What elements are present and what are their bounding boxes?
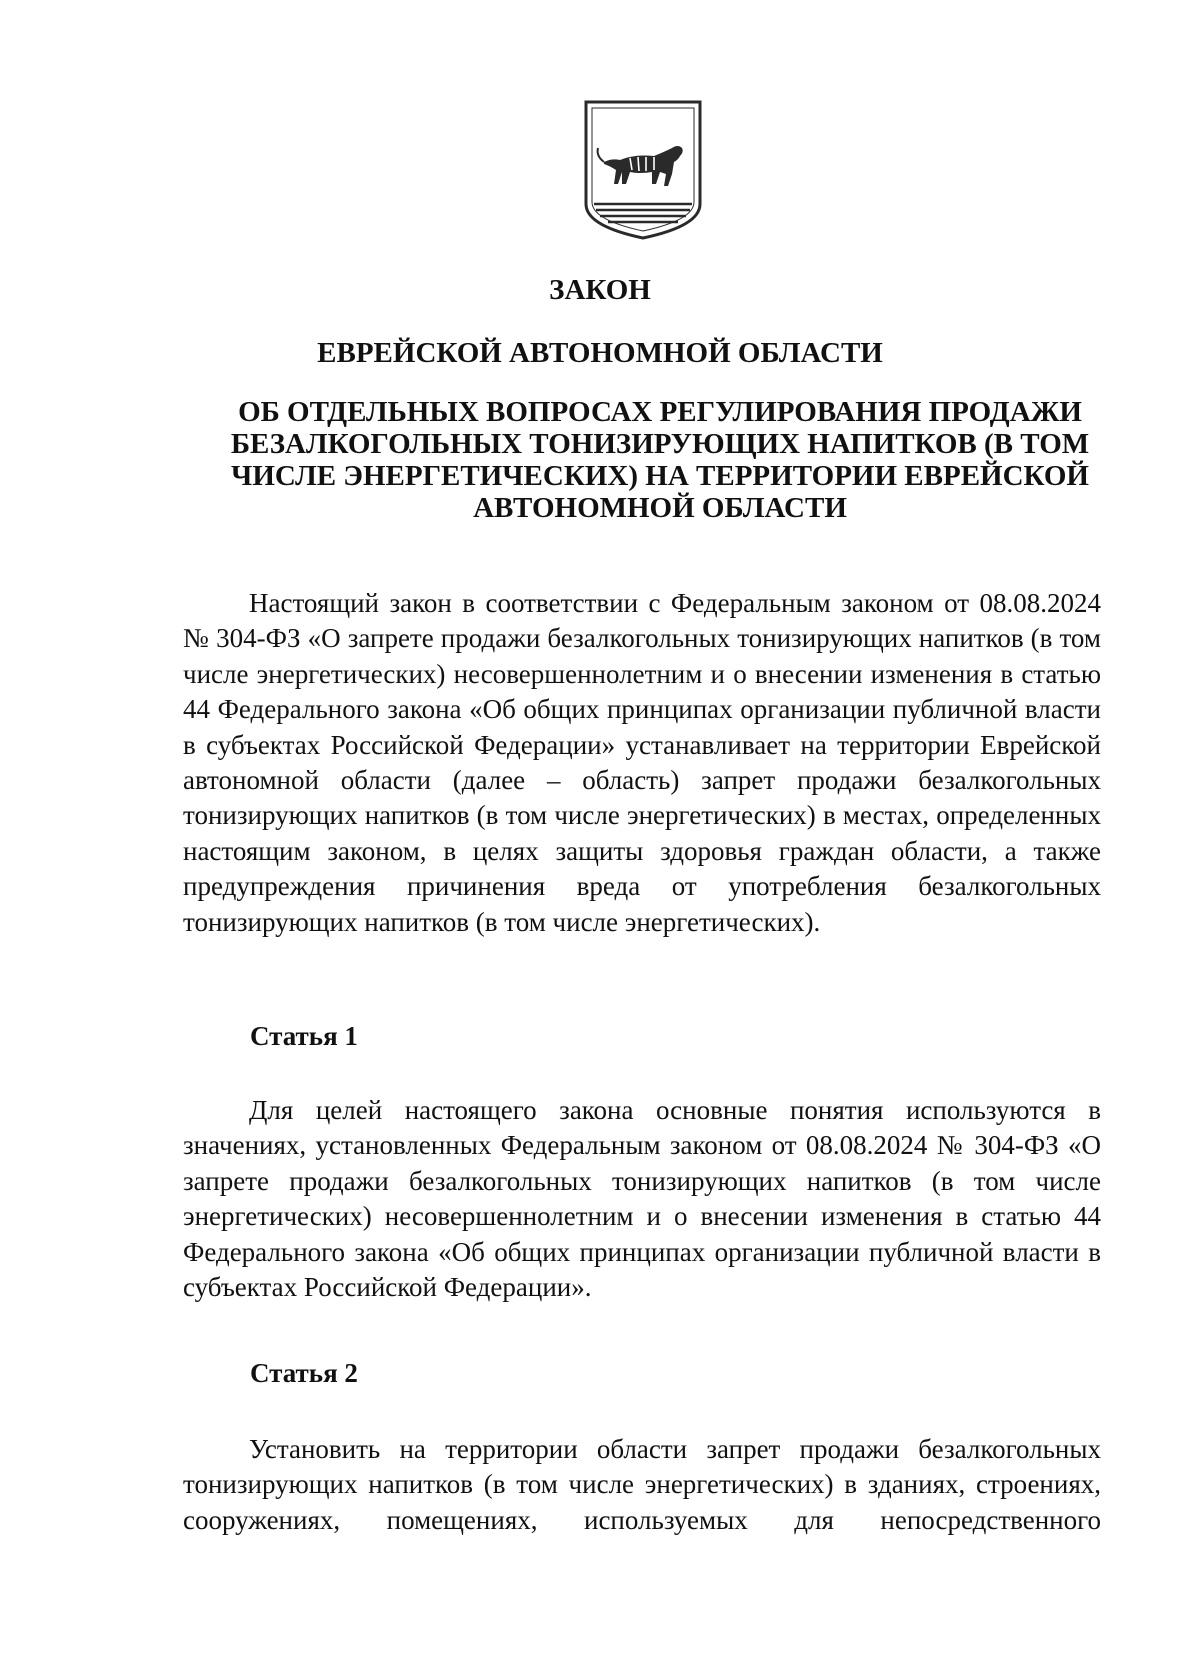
article-1-text: Для целей настоящего закона основные понятия используются в значениях, установленных Федеральным законом от 08.08.2024 № 304-ФЗ «О запрете продажи безалкогольных тонизирующих напитков (в том числе энергетических) несовершеннолетним и о внесении изменения в статью 44 Федерального закона «Об общих принципах организации публичной власти в субъектах Российской Федерации». [183, 1095, 1101, 1303]
document-region: ЕВРЕЙСКОЙ АВТОНОМНОЙ ОБЛАСТИ [317, 337, 883, 369]
document-title: ЗАКОН [549, 274, 651, 306]
coat-of-arms-emblem [582, 100, 704, 240]
intro-paragraph: Настоящий закон в соответствии с Федеральным законом от 08.08.2024 № 304-ФЗ «О запрете продажи безалкогольных тонизирующих напитков (в том числе энергетических) несовершеннолетним и о внесении изменения в статью 44 Федерального закона «Об общих принципах организации публичной власти в субъектах Российской Федерации» устанавливает на территории Еврейской автономной области (далее – область) запрет продажи безалкогольных тонизирующих напитков (в том числе энергетических) в местах, определенных настоящим законом, в целях защиты здоровья граждан области, а также предупреждения причинения вреда от употребления безалкогольных тонизирующих напитков (в том числе энергетических). [183, 588, 1101, 937]
article-1-heading: Статья 1 [250, 1021, 358, 1051]
document-subject: ОБ ОТДЕЛЬНЫХ ВОПРОСАХ РЕГУЛИРОВАНИЯ ПРОДАЖИ БЕЗАЛКОГОЛЬНЫХ ТОНИЗИРУЮЩИХ НАПИТКОВ (В ТОМ ЧИСЛЕ ЭНЕРГЕТИЧЕСКИХ) НА ТЕРРИТОРИИ ЕВРЕЙСКОЙ АВТОНОМНОЙ ОБЛАСТИ [230, 396, 1090, 524]
article-2-text: Установить на территории области запрет продажи безалкогольных тонизирующих напитков (в том числе энергетических) в зданиях, строениях, сооружениях, помещениях, используемых для непосредственного [183, 1434, 1101, 1535]
article-2-heading: Статья 2 [250, 1358, 358, 1388]
